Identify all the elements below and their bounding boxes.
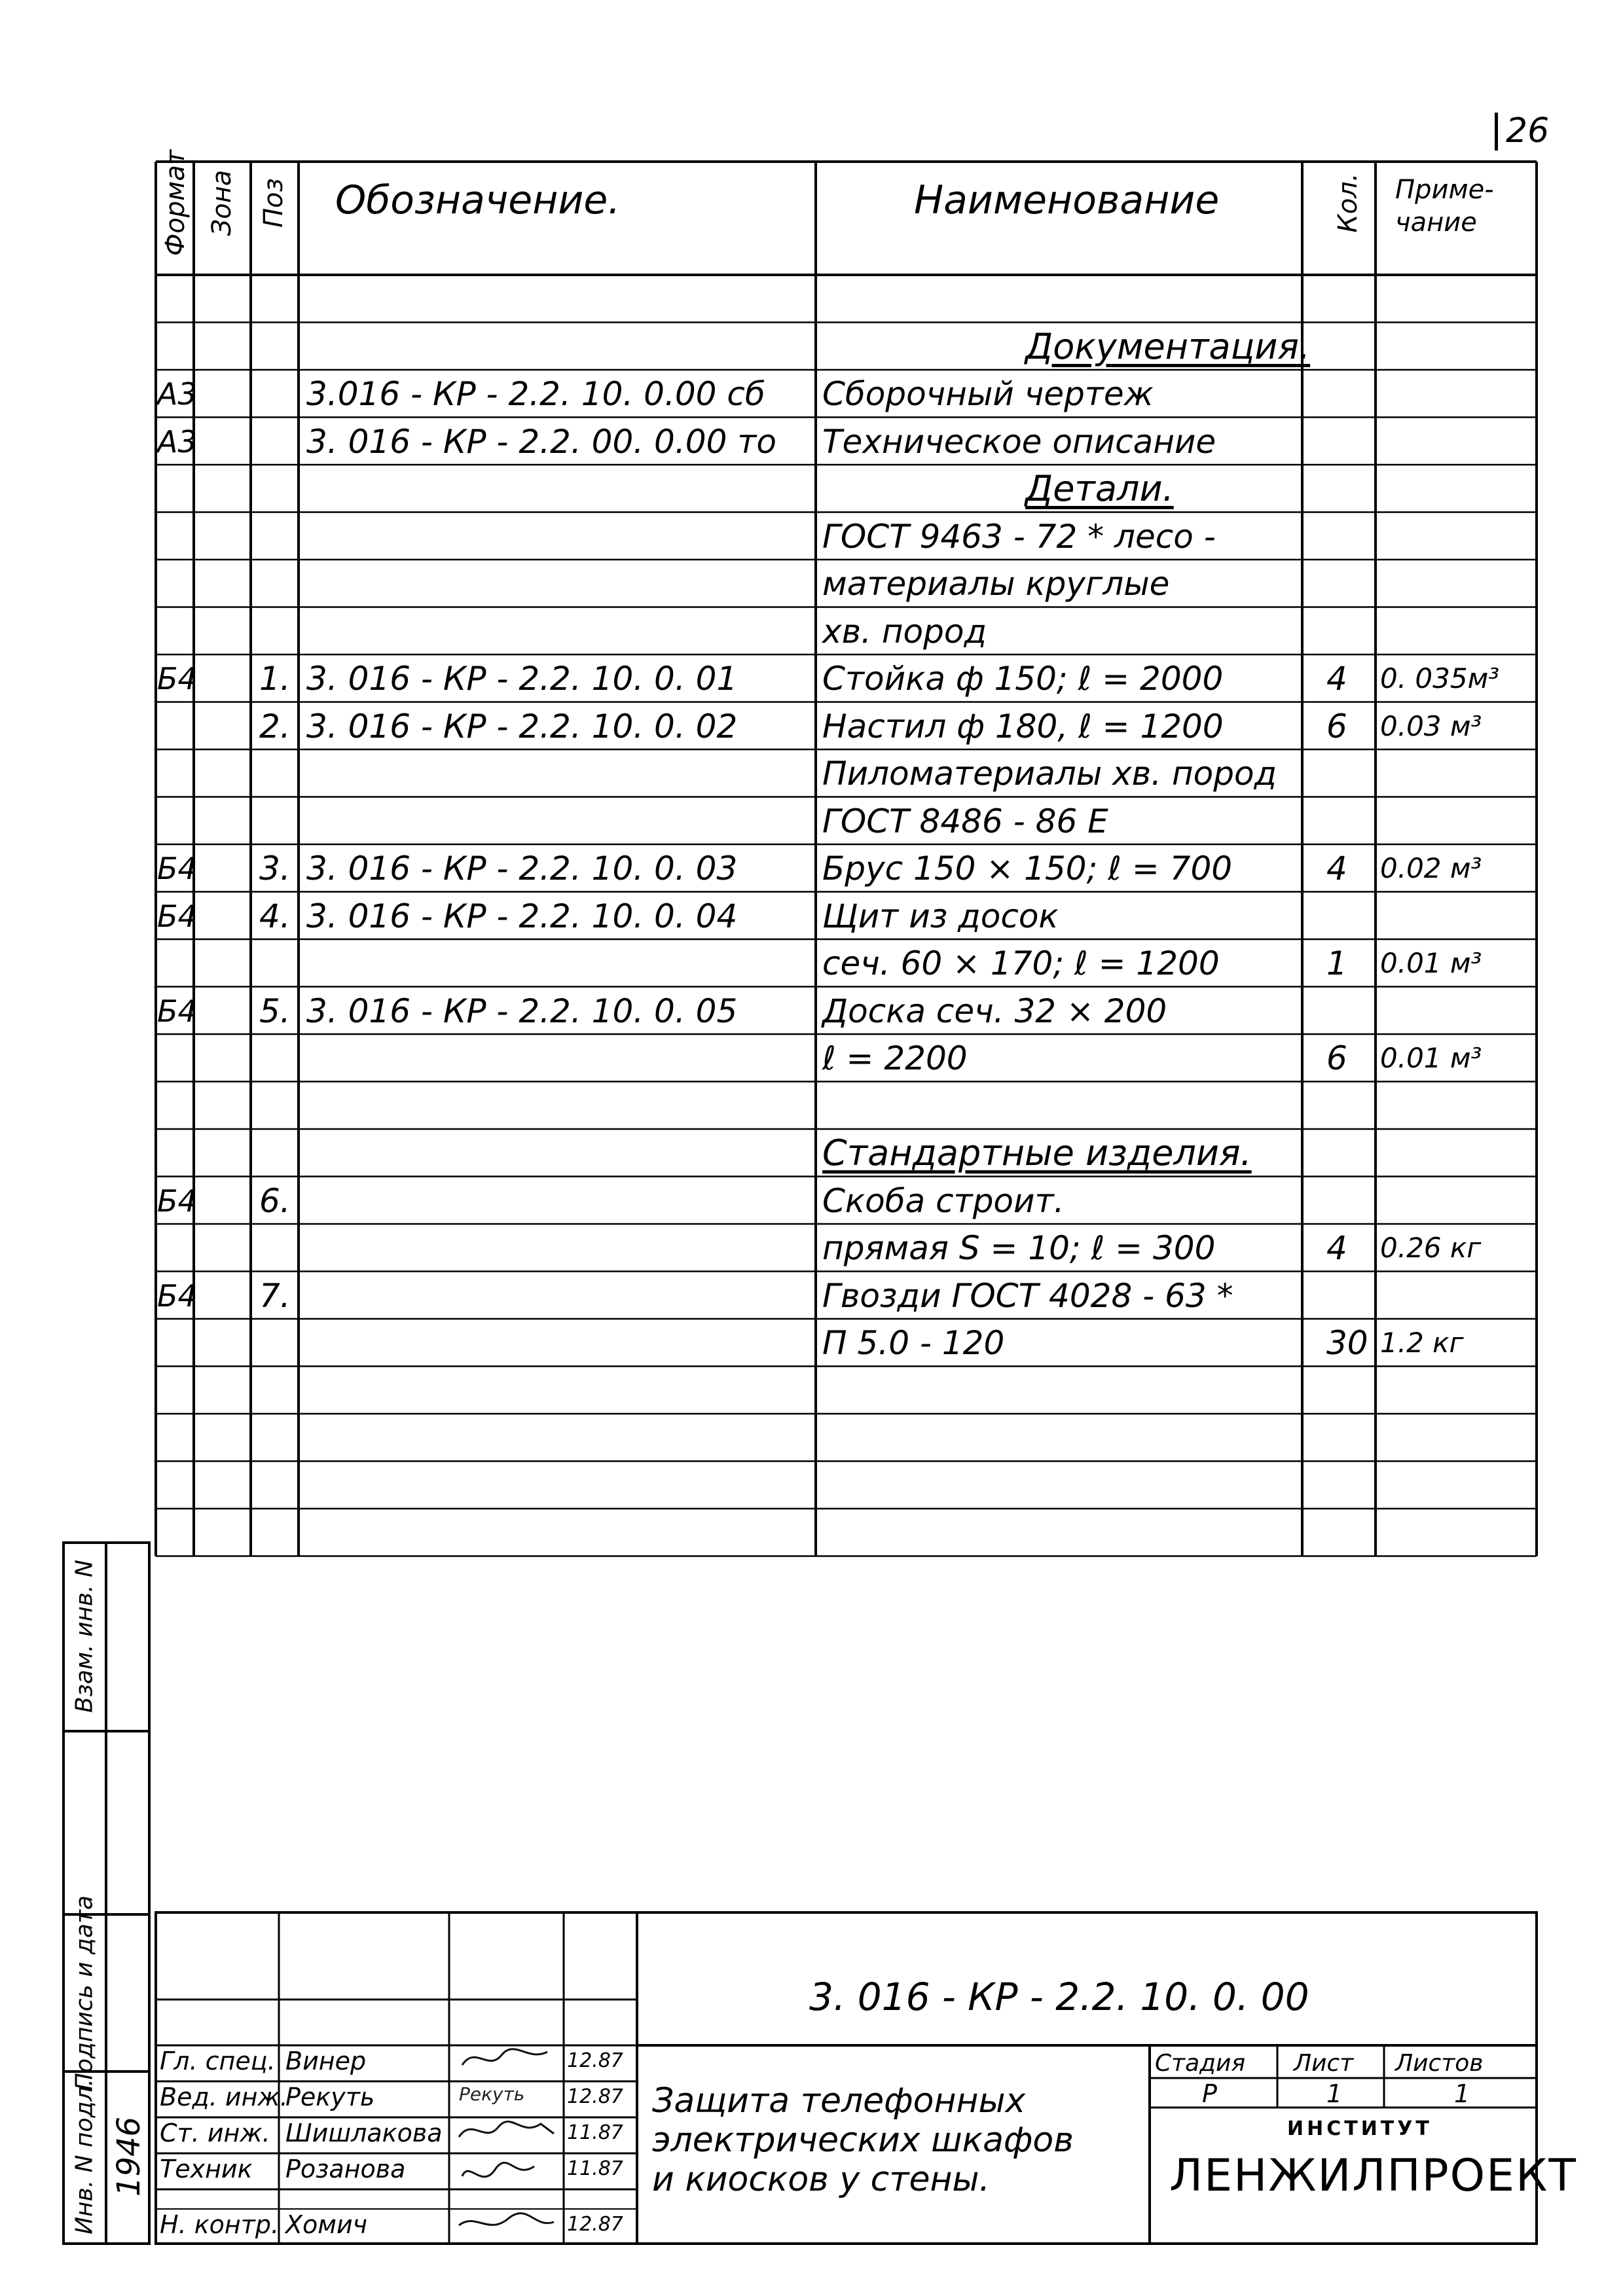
spec-cell-name: Гвозди ГОСТ 4028 - 63 * <box>822 1276 1233 1315</box>
stage-value: Р <box>1202 2079 1217 2108</box>
spec-cell-note: 1.2 кг <box>1380 1327 1464 1359</box>
spec-cell-designation: 3. 016 - КР - 2.2. 10. 0. 05 <box>306 992 738 1030</box>
spec-cell-format: Б4 <box>157 993 197 1029</box>
spec-cell-note: 0.03 м³ <box>1380 709 1482 742</box>
sheet-label: Лист <box>1294 2050 1354 2077</box>
spec-cell-format: А3 <box>157 376 197 412</box>
spec-cell-name: прямая S = 10; ℓ = 300 <box>822 1229 1216 1267</box>
spec-cell-name: сеч. 60 × 170; ℓ = 1200 <box>822 944 1220 982</box>
spec-cell-name: Доска сеч. 32 × 200 <box>822 992 1167 1030</box>
spec-cell-name: Сборочный чертеж <box>822 375 1154 413</box>
document-code: 3. 016 - КР - 2.2. 10. 0. 00 <box>809 1975 1309 2019</box>
header-position: Поз <box>259 178 289 228</box>
sheet-number-divider <box>1495 113 1498 151</box>
spec-cell-note: 0.26 кг <box>1380 1232 1482 1264</box>
header-designation: Обозначение. <box>335 177 621 223</box>
sheets-value: 1 <box>1454 2079 1470 2108</box>
spec-cell-name: Стандартные изделия. <box>822 1132 1252 1174</box>
left-margin-strip <box>62 1541 151 2245</box>
spec-cell-name: ГОСТ 9463 - 72 * лесо - <box>822 517 1216 556</box>
header-note-line1: Приме- <box>1395 175 1494 205</box>
spec-cell-qty: 6 <box>1326 1039 1347 1077</box>
spec-cell-designation: 3. 016 - КР - 2.2. 10. 0. 02 <box>306 707 738 745</box>
spec-cell-note: 0.02 м³ <box>1380 852 1482 884</box>
signatory-role: Гл. спец. <box>160 2047 276 2075</box>
spec-cell-qty: 1 <box>1326 944 1347 982</box>
header-quantity: Кол. <box>1333 173 1363 233</box>
spec-cell-designation: 3. 016 - КР - 2.2. 10. 0. 01 <box>306 660 738 698</box>
spec-cell-note: 0. 035м³ <box>1380 662 1500 694</box>
signatory-role: Техник <box>160 2155 253 2183</box>
header-zone: Зона <box>207 170 237 236</box>
spec-cell-pos: 6. <box>259 1181 291 1220</box>
spec-cell-name: Щит из досок <box>822 897 1059 935</box>
sheets-label: Листов <box>1395 2050 1484 2077</box>
spec-cell-name: Брус 150 × 150; ℓ = 700 <box>822 850 1233 888</box>
handwritten-signatures <box>449 2039 564 2248</box>
spec-cell-name: Детали. <box>1025 468 1174 509</box>
strip-podpis-data: Подпись и дата <box>71 1895 98 2091</box>
signatory-role: Вед. инж. <box>160 2083 288 2111</box>
spec-cell-format: Б4 <box>157 898 197 934</box>
spec-cell-name: ГОСТ 8486 - 86 Е <box>822 802 1108 840</box>
spec-cell-pos: 1. <box>259 660 291 698</box>
header-name: Наименование <box>914 177 1220 223</box>
spec-cell-name: Пиломатериалы хв. пород <box>822 755 1277 793</box>
title-line-3: и киосков у стены. <box>652 2160 991 2199</box>
title-block <box>155 1911 1577 2245</box>
spec-cell-pos: 2. <box>259 707 291 745</box>
spec-cell-pos: 4. <box>259 897 291 935</box>
spec-cell-format: Б4 <box>157 1183 197 1219</box>
header-note-line2: чание <box>1395 207 1477 238</box>
sheet-value: 1 <box>1326 2079 1343 2108</box>
signatory-name: Розанова <box>285 2155 406 2183</box>
signatory-signature: Рекуть <box>459 2083 525 2105</box>
spec-cell-qty: 4 <box>1326 660 1347 698</box>
spec-cell-note: 0.01 м³ <box>1380 1042 1482 1074</box>
signatory-role: Ст. инж. <box>160 2119 270 2147</box>
spec-cell-name: Настил ф 180, ℓ = 1200 <box>822 707 1224 745</box>
signatory-date: 12.87 <box>567 2049 623 2072</box>
spec-cell-format: А3 <box>157 423 197 459</box>
signatory-role: Н. контр. <box>160 2210 280 2239</box>
signatory-name: Винер <box>285 2047 367 2075</box>
spec-cell-designation: 3.016 - КР - 2.2. 10. 0.00 сб <box>306 375 765 413</box>
spec-cell-name: ℓ = 2200 <box>822 1039 968 1077</box>
signatory-date: 12.87 <box>567 2085 623 2108</box>
header-format: Формат <box>160 149 191 257</box>
spec-cell-name: Скоба строит. <box>822 1181 1065 1220</box>
spec-cell-designation: 3. 016 - КР - 2.2. 10. 0. 04 <box>306 897 738 935</box>
signatory-date: 11.87 <box>567 2121 623 2144</box>
signatory-date: 12.87 <box>567 2213 623 2236</box>
spec-cell-pos: 7. <box>259 1276 291 1315</box>
spec-cell-designation: 3. 016 - КР - 2.2. 10. 0. 03 <box>306 850 738 888</box>
title-line-1: Защита телефонных <box>652 2081 1026 2121</box>
spec-cell-format: Б4 <box>157 661 197 696</box>
specification-table <box>155 149 1538 1911</box>
institute-label: ИНСТИТУТ <box>1287 2117 1432 2140</box>
spec-cell-name: Стойка ф 150; ℓ = 2000 <box>822 660 1224 698</box>
signatory-name: Хомич <box>285 2210 368 2239</box>
spec-cell-pos: 5. <box>259 992 291 1030</box>
institute-name: ЛЕНЖИЛПРОЕКТ <box>1169 2150 1577 2202</box>
signatory-date: 11.87 <box>567 2157 623 2180</box>
strip-inv-podl-value: 1946 <box>111 2116 147 2197</box>
signatory-name: Шишлакова <box>285 2119 443 2147</box>
spec-cell-name: Техническое описание <box>822 422 1216 461</box>
spec-cell-pos: 3. <box>259 850 291 888</box>
spec-cell-name: материалы круглые <box>822 565 1170 603</box>
spec-cell-designation: 3. 016 - КР - 2.2. 00. 0.00 то <box>306 422 776 461</box>
spec-cell-qty: 4 <box>1326 1229 1347 1267</box>
spec-cell-format: Б4 <box>157 1278 197 1314</box>
spec-cell-name: Документация. <box>1025 325 1311 367</box>
spec-cell-name: хв. пород <box>822 612 987 651</box>
spec-cell-format: Б4 <box>157 851 197 886</box>
sheet-number: 26 <box>1506 111 1550 151</box>
signatory-name: Рекуть <box>285 2083 375 2111</box>
spec-cell-note: 0.01 м³ <box>1380 947 1482 979</box>
spec-cell-qty: 4 <box>1326 850 1347 888</box>
spec-cell-name: П 5.0 - 120 <box>822 1324 1005 1362</box>
strip-inv-podl: Инв. N подл. <box>71 2079 98 2234</box>
strip-vzam-inv: Взам. инв. N <box>71 1560 98 1713</box>
spec-cell-qty: 30 <box>1326 1324 1368 1362</box>
stage-label: Стадия <box>1155 2050 1246 2077</box>
spec-cell-qty: 6 <box>1326 707 1347 745</box>
title-line-2: электрических шкафов <box>652 2121 1074 2160</box>
